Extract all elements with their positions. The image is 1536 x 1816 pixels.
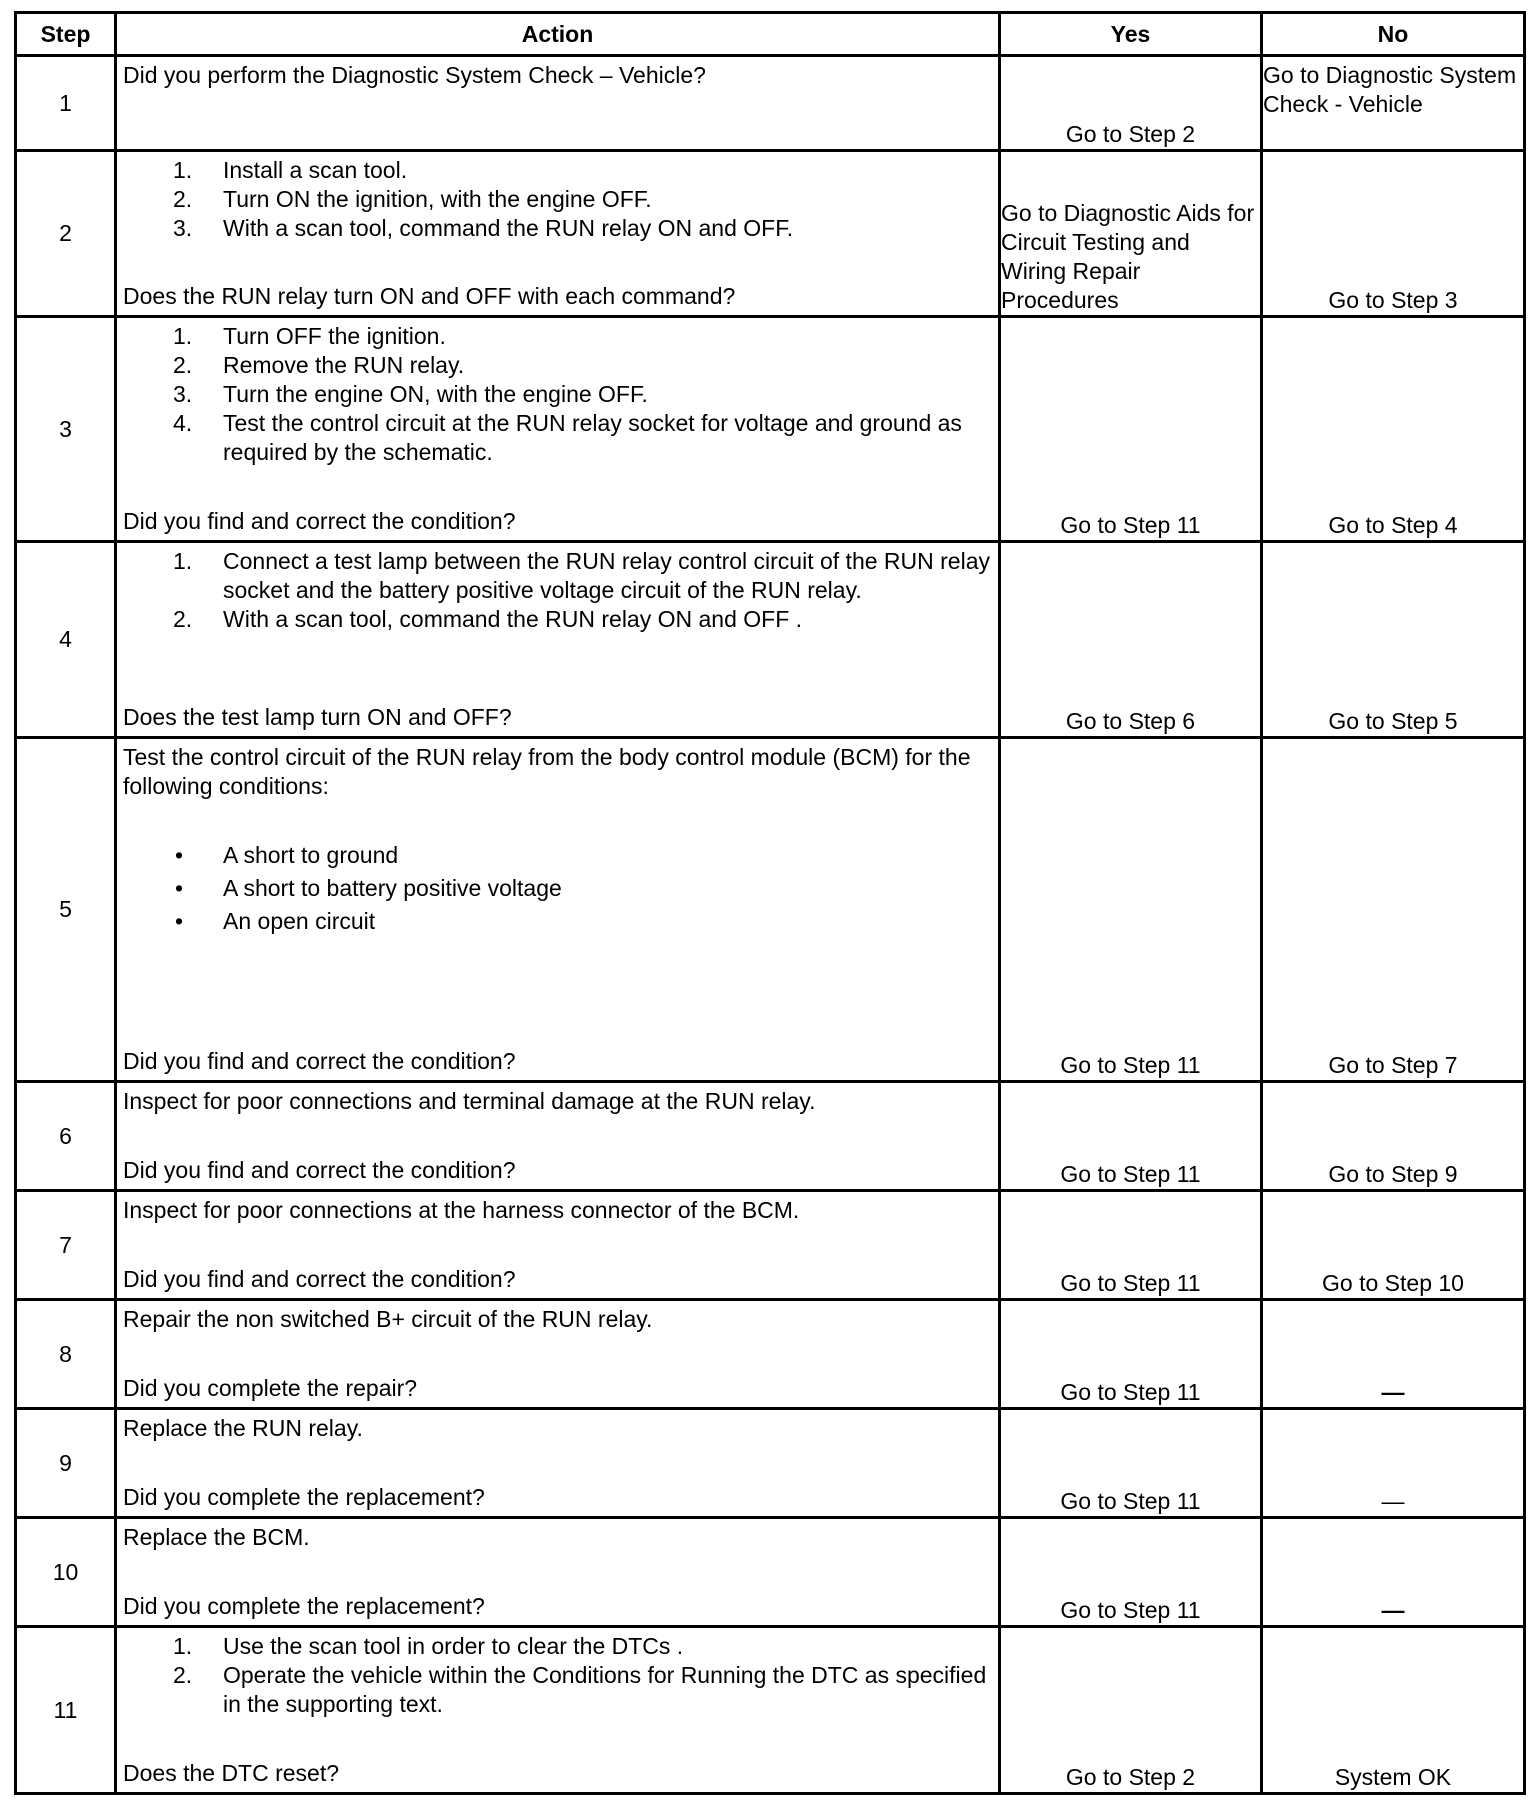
action-question: Does the RUN relay turn ON and OFF with each command?: [123, 283, 736, 309]
yes-cell: Go to Step 11: [1000, 1409, 1262, 1518]
action-question: Does the DTC reset?: [123, 1760, 340, 1786]
table-row: [16, 738, 1525, 1082]
yes-cell: Go to Step 11: [1000, 317, 1262, 542]
step-number: 6: [16, 1082, 116, 1191]
no-cell: Go to Step 7: [1262, 738, 1525, 1082]
diagnostic-table: [14, 11, 1526, 1795]
no-cell: Go to Diagnostic System Check - Vehicle: [1262, 56, 1525, 151]
action-question: Does the test lamp turn ON and OFF?: [123, 704, 512, 730]
action-steps: [123, 1632, 992, 1719]
action-intro: Inspect for poor connections at the harness connector of the BCM.: [123, 1197, 800, 1223]
step-number: 3: [16, 317, 116, 542]
step-number: 5: [16, 738, 116, 1082]
action-question: Did you find and correct the condition?: [123, 1048, 516, 1074]
table-row: [16, 1082, 1525, 1191]
list-item: 1. Connect a test lamp between the RUN relay control circuit of the RUN relay socket and the battery positive voltage circuit of the RUN relay.: [173, 548, 990, 603]
no-cell: Go to Step 10: [1262, 1191, 1525, 1300]
list-item: 3. With a scan tool, command the RUN relay ON and OFF.: [173, 215, 794, 241]
action-steps: [123, 547, 992, 634]
list-item: • An open circuit: [175, 908, 376, 934]
action-cell: [116, 1191, 1000, 1300]
action-cell: [116, 1300, 1000, 1409]
no-cell: Go to Step 3: [1262, 151, 1525, 317]
table-row: [16, 1300, 1525, 1409]
table-row: [16, 151, 1525, 317]
table-row: [16, 542, 1525, 738]
step-number: 2: [16, 151, 116, 317]
action-cell: [116, 1518, 1000, 1627]
table-row: [16, 317, 1525, 542]
list-item: 3. Turn the engine ON, with the engine OFF.: [173, 381, 648, 407]
step-number: 1: [16, 56, 116, 151]
action-question: Did you find and correct the condition?: [123, 1157, 516, 1183]
step-number: 4: [16, 542, 116, 738]
yes-cell: Go to Step 11: [1000, 1518, 1262, 1627]
list-item: 2. Turn ON the ignition, with the engine OFF.: [173, 186, 652, 212]
step-number: 8: [16, 1300, 116, 1409]
list-item: 2. Operate the vehicle within the Conditions for Running the DTC as specified in the supporting text.: [173, 1662, 987, 1717]
list-item: 4. Test the control circuit at the RUN relay socket for voltage and ground as required by the schematic.: [173, 410, 962, 465]
header-row: [16, 13, 1525, 56]
action-intro: Replace the RUN relay.: [123, 1415, 363, 1441]
no-cell: —: [1262, 1518, 1525, 1627]
yes-cell: Go to Step 2: [1000, 56, 1262, 151]
step-number: 9: [16, 1409, 116, 1518]
action-cell: [116, 56, 1000, 151]
action-cell: [116, 1409, 1000, 1518]
table-row: [16, 1409, 1525, 1518]
yes-cell: Go to Step 2: [1000, 1627, 1262, 1794]
yes-cell: Go to Step 11: [1000, 738, 1262, 1082]
table-row: [16, 1191, 1525, 1300]
action-intro: Test the control circuit of the RUN relay from the body control module (BCM) for the following conditions:: [123, 744, 971, 799]
yes-cell: Go to Step 6: [1000, 542, 1262, 738]
header-no: No: [1262, 13, 1525, 56]
action-steps: [123, 156, 992, 243]
list-item: 1. Use the scan tool in order to clear the DTCs .: [173, 1633, 684, 1659]
header-yes: Yes: [1000, 13, 1262, 56]
action-cell: [116, 542, 1000, 738]
action-cell: [116, 317, 1000, 542]
list-item: • A short to ground: [175, 842, 399, 868]
action-cell: [116, 738, 1000, 1082]
action-steps: [123, 322, 992, 467]
table-row: [16, 1627, 1525, 1794]
no-cell: Go to Step 5: [1262, 542, 1525, 738]
action-cell: [116, 151, 1000, 317]
action-question: Did you complete the replacement?: [123, 1484, 485, 1510]
list-item: • A short to battery positive voltage: [175, 875, 562, 901]
action-question: Did you complete the repair?: [123, 1375, 418, 1401]
step-number: 10: [16, 1518, 116, 1627]
table-row: [16, 1518, 1525, 1627]
action-intro: Repair the non switched B+ circuit of the RUN relay.: [123, 1306, 653, 1332]
no-cell: Go to Step 9: [1262, 1082, 1525, 1191]
action-question: Did you find and correct the condition?: [123, 508, 516, 534]
no-cell: —: [1262, 1300, 1525, 1409]
list-item: 1. Turn OFF the ignition.: [173, 323, 446, 349]
yes-cell: Go to Diagnostic Aids for Circuit Testing and Wiring Repair Procedures: [1000, 151, 1262, 317]
action-question: Did you find and correct the condition?: [123, 1266, 516, 1292]
no-cell: Go to Step 4: [1262, 317, 1525, 542]
action-intro: Replace the BCM.: [123, 1524, 310, 1550]
header-action: Action: [116, 13, 1000, 56]
condition-list: [123, 839, 992, 938]
action-intro: Inspect for poor connections and terminal damage at the RUN relay.: [123, 1088, 816, 1114]
action-cell: [116, 1082, 1000, 1191]
step-number: 7: [16, 1191, 116, 1300]
action-cell: [116, 1627, 1000, 1794]
no-cell: System OK: [1262, 1627, 1525, 1794]
no-cell: —: [1262, 1409, 1525, 1518]
list-item: 2. With a scan tool, command the RUN relay ON and OFF .: [173, 606, 803, 632]
table-row: [16, 56, 1525, 151]
step-number: 11: [16, 1627, 116, 1794]
yes-cell: Go to Step 11: [1000, 1082, 1262, 1191]
header-step: Step: [16, 13, 116, 56]
yes-cell: Go to Step 11: [1000, 1300, 1262, 1409]
yes-cell: Go to Step 11: [1000, 1191, 1262, 1300]
list-item: 1. Install a scan tool.: [173, 157, 408, 183]
action-question: Did you complete the replacement?: [123, 1593, 485, 1619]
action-intro: Did you perform the Diagnostic System Check – Vehicle?: [123, 62, 706, 88]
list-item: 2. Remove the RUN relay.: [173, 352, 465, 378]
